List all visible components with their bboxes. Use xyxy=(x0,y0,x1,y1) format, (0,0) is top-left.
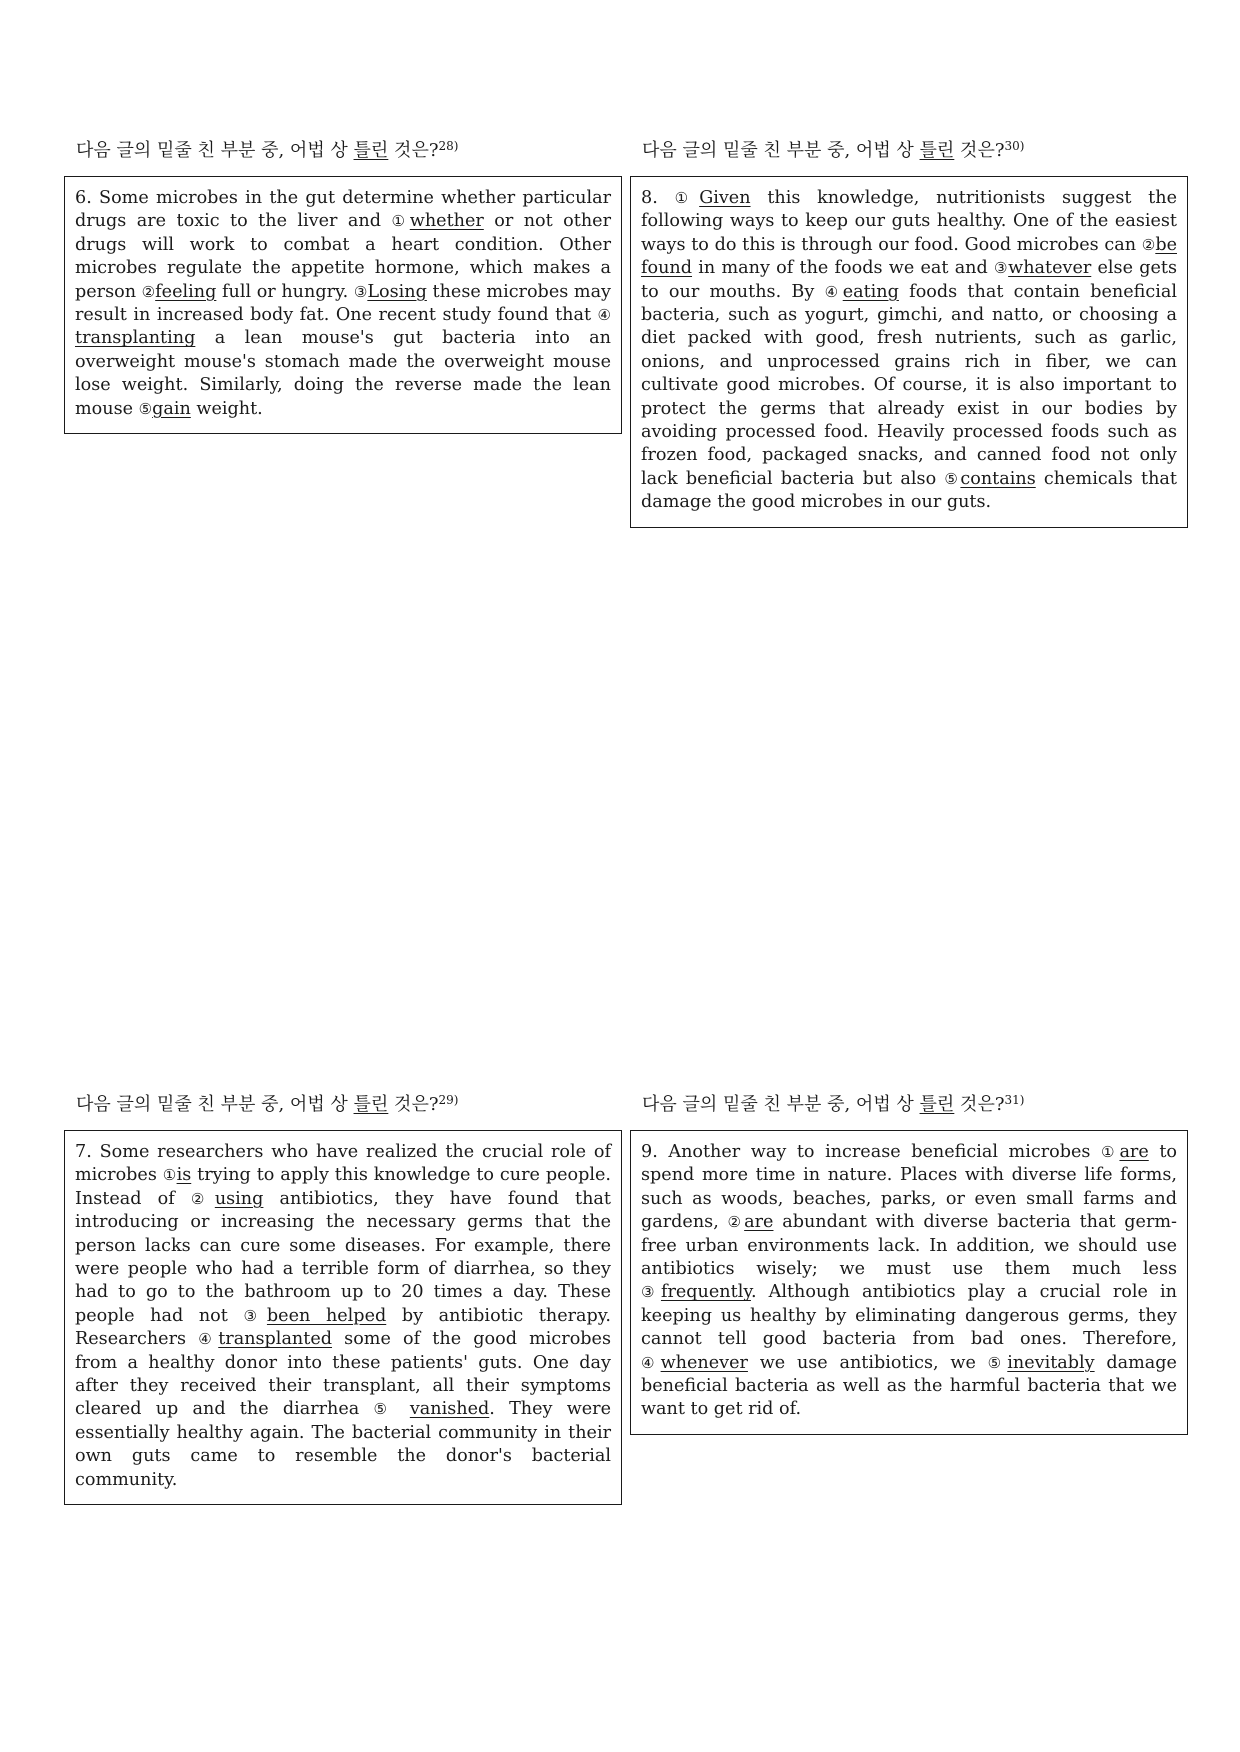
passage-text: foods that contain beneficial bacteria, such as yogurt, gimchi, and natto, or choosing a diet packed with good, fresh nutrients, such as garlic, onions, and unprocessed grains rich in fiber, we can cultivate good microbes. Of course, it is also important to protect the germs that already exist in our bodies by avoiding processed food. Heavily processed foods such as frozen food, packaged snacks, and canned food not only lack beneficial bacteria but also xyxy=(641,281,1177,489)
passage-text: damage beneficial bacteria as well as the harmful bacteria that we want to get rid of. xyxy=(641,1352,1177,1420)
passage-text xyxy=(396,1399,410,1419)
prompt-emphasis: 틀린 xyxy=(919,1094,955,1115)
passage-text: these microbes may result in increased body fat. One recent study found that xyxy=(75,281,612,326)
passage-text: weight. xyxy=(190,398,263,419)
underlined-choice: frequently xyxy=(660,1282,751,1303)
question-prompt xyxy=(642,134,1182,163)
choice-marker: ⑤ xyxy=(373,1400,396,1419)
footnote-ref: 31) xyxy=(1004,1093,1025,1107)
choice-marker: ③ xyxy=(641,1283,661,1302)
prompt-emphasis: 틀린 xyxy=(353,140,389,161)
choice-marker: ① xyxy=(674,189,700,207)
prompt-emphasis: 틀린 xyxy=(353,1094,389,1115)
question-prompt xyxy=(76,1088,616,1117)
underlined-choice: vanished xyxy=(409,1399,490,1420)
choice-marker: ③ xyxy=(353,282,368,301)
passage-text: by antibiotic therapy. Researchers xyxy=(75,1305,611,1350)
prompt-text-end: 것은? xyxy=(954,140,1005,161)
prompt-text-end: 것은? xyxy=(388,140,439,161)
choice-marker: ③ xyxy=(994,259,1009,278)
underlined-choice: Losing xyxy=(367,281,427,302)
underlined-choice: eating xyxy=(842,281,899,302)
passage-text: 8. xyxy=(641,188,675,208)
passage-text: 9. Another way to increase beneficial microbes xyxy=(641,1142,1101,1162)
choice-marker: ② xyxy=(1141,235,1156,254)
choice-marker: ② xyxy=(727,1213,745,1232)
choice-marker: ① xyxy=(1101,1143,1120,1161)
passage-text: full or hungry. xyxy=(216,281,354,302)
underlined-choice: transplanted xyxy=(218,1329,333,1350)
question-prompt xyxy=(642,1088,1182,1117)
passage-text: a lean mouse's gut bacteria into an overweight mouse's stomach made the overweight mouse lose weight. Similarly, doing the reverse made the lean mouse xyxy=(75,328,611,419)
choice-marker: ③ xyxy=(243,1306,267,1325)
passage-text: else gets to our mouths. By xyxy=(641,258,1177,302)
choice-marker: ④ xyxy=(824,282,843,301)
passage-text: . They were essentially healthy again. The bacterial community in their own guts came to resemble the donor's bacterial community. xyxy=(75,1399,611,1490)
passage-text: some of the good microbes from a healthy donor into these patients' guts. One day after they received their transplant, all their symptoms cleared up and the diarrhea xyxy=(75,1329,611,1420)
underlined-choice: are xyxy=(744,1212,774,1233)
passage-box xyxy=(64,1130,622,1505)
choice-marker: ① xyxy=(162,1166,177,1185)
underlined-choice: are xyxy=(1119,1142,1149,1162)
underlined-choice: Given xyxy=(699,188,751,208)
choice-marker: ② xyxy=(190,1189,215,1208)
passage-text: . Although antibiotics play a crucial role in keeping us healthy by eliminating dangerous germs, they cannot tell good bacteria from bad ones. Therefore, xyxy=(641,1282,1177,1350)
underlined-choice: transplanting xyxy=(75,328,196,349)
footnote-ref: 28) xyxy=(438,139,459,153)
passage-text: antibiotics, they have found that introducing or increasing the necessary germs that the person lacks can cure some diseases. For example, there were people who had a terrible form of diarrhea, so they had to go to the bathroom up to 20 times a day. These people had not xyxy=(75,1188,611,1326)
passage-box xyxy=(630,176,1188,528)
choice-marker: ④ xyxy=(198,1330,219,1349)
choice-marker: ① xyxy=(391,212,410,231)
underlined-choice: using xyxy=(214,1188,264,1209)
passage-box xyxy=(630,1130,1188,1435)
underlined-choice: is xyxy=(176,1165,192,1186)
passage-text: trying to apply this knowledge to cure people. Instead of xyxy=(75,1165,611,1209)
prompt-text-end: 것은? xyxy=(954,1094,1005,1115)
underlined-choice: gain xyxy=(152,398,191,419)
underlined-choice: whenever xyxy=(660,1352,748,1373)
passage-text: 6. Some microbes in the gut determine whether particular drugs are toxic to the liver and xyxy=(75,188,611,232)
passage-text: to spend more time in nature. Places with diverse life forms, such as woods, beaches, parks, or even small farms and gardens, xyxy=(641,1142,1177,1233)
prompt-text-end: 것은? xyxy=(388,1094,439,1115)
prompt-text: 다음 글의 밑줄 친 부분 중, 어법 상 xyxy=(642,140,920,161)
prompt-emphasis: 틀린 xyxy=(919,140,955,161)
choice-marker: ④ xyxy=(597,306,611,325)
footnote-ref: 30) xyxy=(1004,139,1025,153)
choice-marker: ④ xyxy=(641,1353,661,1372)
passage-text: we use antibiotics, we xyxy=(747,1352,988,1373)
choice-marker: ⑤ xyxy=(944,469,961,488)
passage-text: or not other drugs will work to combat a heart condition. Other microbes regulate the appetite hormone, which makes a person xyxy=(75,211,611,302)
passage-text: this knowledge, nutritionists suggest the following ways to keep our guts healthy. One of the easiest ways to do this is through our food. Good microbes can xyxy=(641,188,1177,255)
choice-marker: ⑤ xyxy=(987,1353,1008,1372)
underlined-choice: whether xyxy=(409,211,484,232)
underlined-choice: be found xyxy=(641,234,1177,279)
choice-marker: ⑤ xyxy=(138,399,153,418)
underlined-choice: been helped xyxy=(266,1305,387,1326)
passage-text: in many of the foods we eat and xyxy=(692,258,995,279)
passage-text: abundant with diverse bacteria that germ-free urban environments lack. In addition, we should use antibiotics wisely; we must use them much less xyxy=(641,1212,1177,1280)
passage-text: 7. Some researchers who have realized the crucial role of microbes xyxy=(75,1142,611,1186)
underlined-choice: contains xyxy=(960,468,1036,489)
underlined-choice: inevitably xyxy=(1007,1352,1095,1373)
prompt-text: 다음 글의 밑줄 친 부분 중, 어법 상 xyxy=(76,1094,354,1115)
question-prompt xyxy=(76,134,616,163)
prompt-text: 다음 글의 밑줄 친 부분 중, 어법 상 xyxy=(642,1094,920,1115)
underlined-choice: whatever xyxy=(1008,258,1092,279)
passage-text: chemicals that damage the good microbes in our guts. xyxy=(641,468,1177,513)
prompt-text: 다음 글의 밑줄 친 부분 중, 어법 상 xyxy=(76,140,354,161)
underlined-choice: feeling xyxy=(155,281,217,302)
choice-marker: ② xyxy=(141,282,156,301)
passage-box xyxy=(64,176,622,434)
footnote-ref: 29) xyxy=(438,1093,459,1107)
